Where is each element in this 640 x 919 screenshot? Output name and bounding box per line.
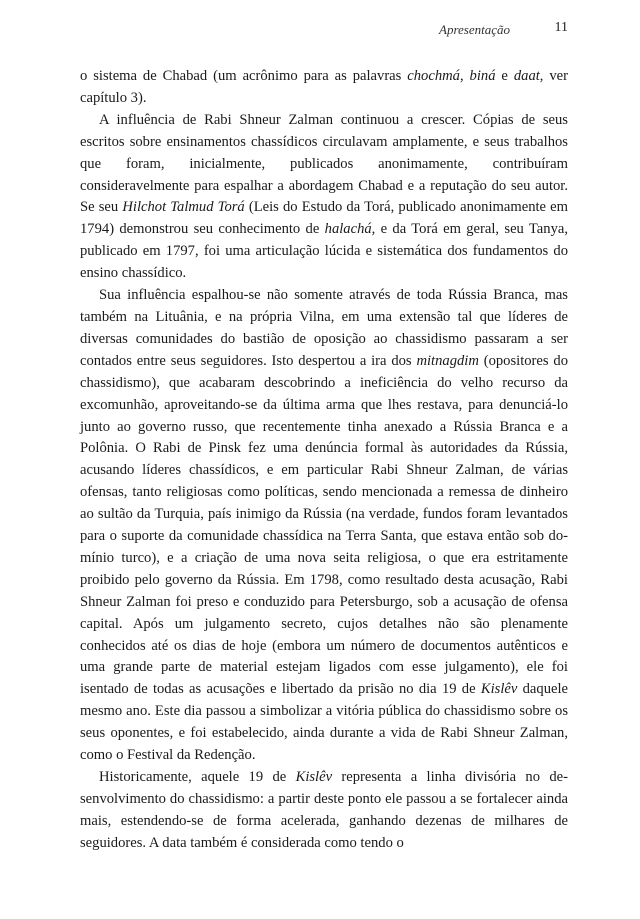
text-run: , [459,68,470,84]
body-text [80,66,568,855]
text-run: (opositores do chassidismo), que acabaram descobrindo a ineficiência do velho recurso da excomunhão, aproveitando-se da última arma que lhes restava, para denunciá-lo junto ao governo russo, que recentemente tinha anexado a Rússia Branca e a Polônia. O Rabi de Pinsk fez uma denúncia formal às autoridades da Rússia, acusando líderes chassídicos, e em particular Rabi Shneur Zalman, de várias ofensas, tanto religiosas como políticas, sendo mencionada a remessa de dinheiro ao sultão da Turquia, país inimigo da Rússia (na verdade, fundos foram levantados para o suporte da comunidade chassídica na Terra Santa, que estava então sob domínio turco), e a criação de uma nova seita religiosa, o que era estritamente proibido pelo governo da Rússia. Em 1798, como resultado desta acusação, Rabi Shneur Zalman foi preso e conduzido para Petersburgo, sob a acusação de ofensa capital. Após um julgamento secreto, cujos detalhes não são plenamente conhecidos até os dias de hoje (embora um número de documentos autênticos e uma grande parte de material estejam ligados com esse julgamento), ele foi isentado de todas as acusações e libertado da prisão no dia 19 de [80,352,568,698]
text-run: (Leis do Estudo da Torá, publicado anonimamente em 1794) demonstrou seu conhecimento de [80,199,568,238]
paragraph [80,110,568,285]
text-run: A influência de Rabi Shneur Zalman continuou a crescer. Cópias de seus escritos sobre ensinamentos chassídicos circulavam amplamente, e seus trabalhos que foram, inicialmente, publicados anonimamente, contribuíram consideravelmente para espalhar a abordagem Chabad e a reputação do seu autor. Se seu [80,111,568,216]
italic-term: biná [469,68,496,84]
italic-term: daat [513,68,540,84]
text-run: e [495,68,514,84]
italic-term: Kislêv [295,769,333,785]
paragraph [80,66,568,110]
italic-term: mitnagdim [416,352,479,369]
italic-term: chochmá [407,68,460,84]
section-title: Apresentação [439,22,510,37]
text-run: , ver capítulo 3). [80,68,569,106]
text-run: representa a linha divisória no desenvolvimento do chassidismo: a partir deste ponto ele passou a se fortalecer ainda mais, estendendo-se de forma acelerada, ganhando dezenas de milhares de seguidores. A data também é considerada como tendo o [80,769,569,851]
running-header [80,18,568,40]
italic-term: halachá [324,221,372,238]
page-number: 11 [554,20,568,35]
text-run: Historicamente, aquele 19 de [99,769,296,785]
italic-term: Kislêv [480,681,518,698]
text-run: o sistema de Chabad (um acrônimo para as palavras [80,68,408,84]
paragraph [80,767,568,855]
text-run: daquele mesmo ano. Este dia passou a simbolizar a vitória pública do chassidismo sobre os seus oponentes, e foi estabelecido, ainda durante a vida de Rabi Shneur Zalman, como o Festival da Redenção. [80,681,568,764]
text-run: Sua influência espalhou-se não somente através de toda Rússia Branca, mas também na Lituânia, e na própria Vilna, em uma extensão tal que líderes de diversas comunidades do bastião de oposição ao chassidismo passaram a ser contados entre seus seguidores. Isto despertou a ira dos [80,287,568,369]
text-run: , e da Torá em geral, seu Tanya, publicado em 1797, foi uma articulação lúcida e sistemática dos fundamentos do ensino chassídico. [80,221,568,282]
italic-term: Hilchot Talmud Torá [122,199,245,216]
paragraph [80,285,568,767]
